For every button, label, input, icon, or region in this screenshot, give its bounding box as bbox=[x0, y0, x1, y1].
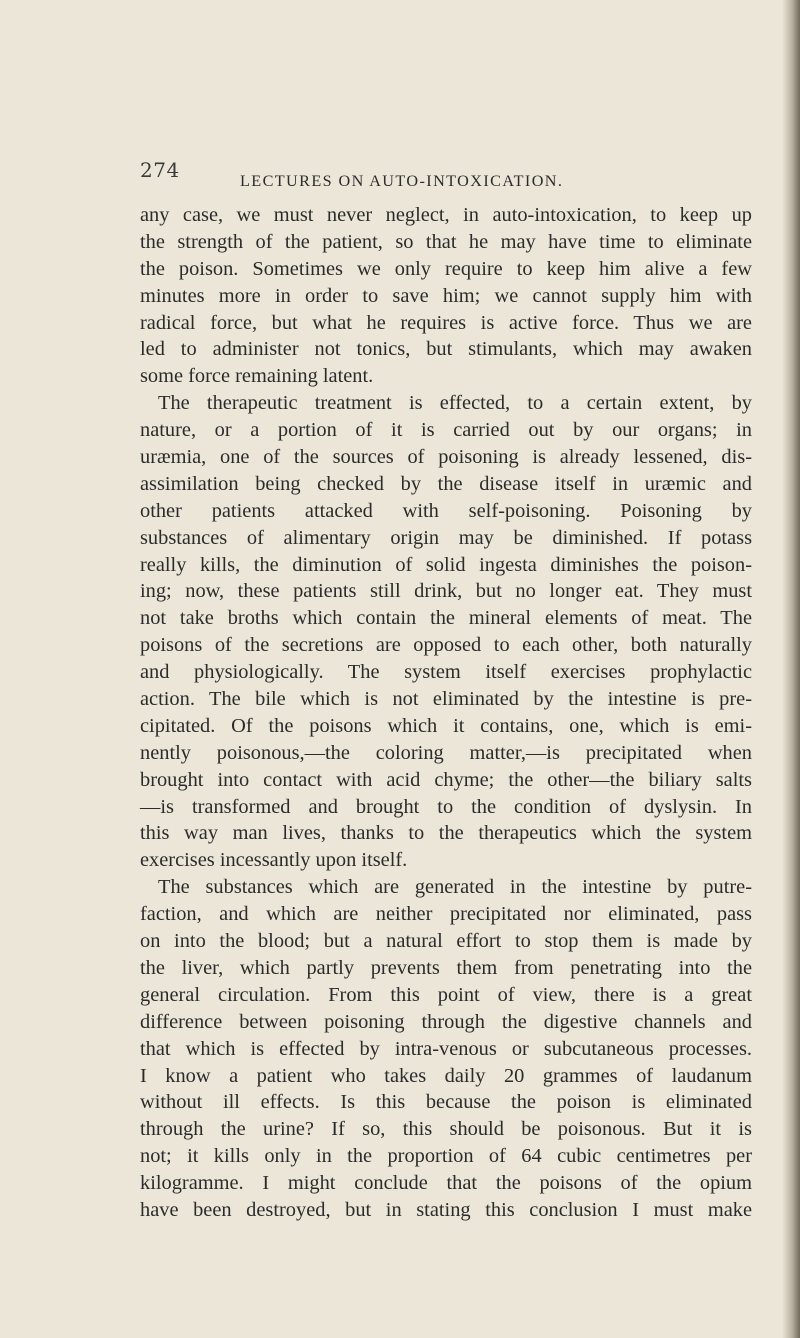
text-line: the liver, which partly prevents them from penetrating into the bbox=[140, 956, 752, 979]
running-head: LECTURES ON AUTO-INTOXICATION. bbox=[240, 172, 564, 190]
text-line: nature, or a portion of it is carried out by our organs; in bbox=[140, 419, 752, 442]
text-line: exercises incessantly upon itself. bbox=[140, 849, 408, 872]
text-line: substances of alimentary origin may be diminished. If potass bbox=[140, 526, 752, 549]
text-line: through the urine? If so, this should be poisonous. But it is bbox=[140, 1118, 752, 1141]
text-line: ing; now, these patients still drink, but no longer eat. They must bbox=[140, 580, 752, 603]
text-line: some force remaining latent. bbox=[140, 365, 374, 388]
text-line: radical force, but what he requires is active force. Thus we are bbox=[140, 311, 752, 334]
text-line: cipitated. Of the poisons which it contains, one, which is emi- bbox=[140, 714, 752, 737]
text-line: brought into contact with acid chyme; the other—the biliary salts bbox=[140, 768, 752, 791]
text-line: minutes more in order to save him; we cannot supply him with bbox=[140, 284, 752, 307]
text-line: have been destroyed, but in stating this conclusion I must make bbox=[140, 1198, 752, 1221]
text-line: not take broths which contain the mineral elements of meat. The bbox=[140, 607, 752, 630]
text-line: that which is effected by intra-venous or subcutaneous processes. bbox=[140, 1037, 752, 1060]
text-line: The substances which are generated in the intestine by putre- bbox=[158, 876, 752, 899]
text-line: any case, we must never neglect, in auto-intoxication, to keep up bbox=[140, 204, 752, 226]
page-number: 274 bbox=[140, 158, 180, 182]
text-line: action. The bile which is not eliminated by the intestine is pre- bbox=[140, 688, 752, 711]
text-line: not; it kills only in the proportion of 64 cubic centimetres per bbox=[140, 1145, 752, 1168]
text-line: assimilation being checked by the disease itself in uræmic and bbox=[140, 472, 752, 495]
text-line: difference between poisoning through the digestive channels and bbox=[140, 1010, 752, 1033]
body-text bbox=[140, 202, 752, 1224]
page-edge-shadow bbox=[782, 0, 800, 1338]
text-line: —is transformed and brought to the condition of dyslysin. In bbox=[140, 795, 752, 818]
text-line: kilogramme. I might conclude that the poisons of the opium bbox=[140, 1172, 752, 1195]
text-line: on into the blood; but a natural effort to stop them is made by bbox=[140, 930, 752, 953]
text-line: this way man lives, thanks to the therapeutics which the system bbox=[140, 822, 752, 845]
text-line: really kills, the diminution of solid ingesta diminishes the poison- bbox=[140, 553, 752, 576]
text-line: I know a patient who takes daily 20 grammes of laudanum bbox=[140, 1064, 752, 1087]
text-line: general circulation. From this point of view, there is a great bbox=[140, 983, 752, 1006]
text-line: other patients attacked with self-poisoning. Poisoning by bbox=[140, 499, 752, 522]
text-line: the poison. Sometimes we only require to keep him alive a few bbox=[140, 257, 752, 280]
text-line: and physiologically. The system itself exercises prophylactic bbox=[140, 661, 752, 684]
text-line: poisons of the secretions are opposed to each other, both naturally bbox=[140, 634, 752, 657]
text-line: faction, and which are neither precipitated nor eliminated, pass bbox=[140, 903, 752, 926]
text-line: uræmia, one of the sources of poisoning is already lessened, dis- bbox=[140, 446, 752, 469]
text-line: led to administer not tonics, but stimulants, which may awaken bbox=[140, 338, 752, 361]
text-line: without ill effects. Is this because the poison is eliminated bbox=[140, 1091, 752, 1114]
text-line: the strength of the patient, so that he may have time to eliminate bbox=[140, 230, 752, 253]
text-line: nently poisonous,—the coloring matter,—is precipitated when bbox=[140, 741, 752, 764]
text-line: The therapeutic treatment is effected, to a certain extent, by bbox=[158, 392, 752, 415]
